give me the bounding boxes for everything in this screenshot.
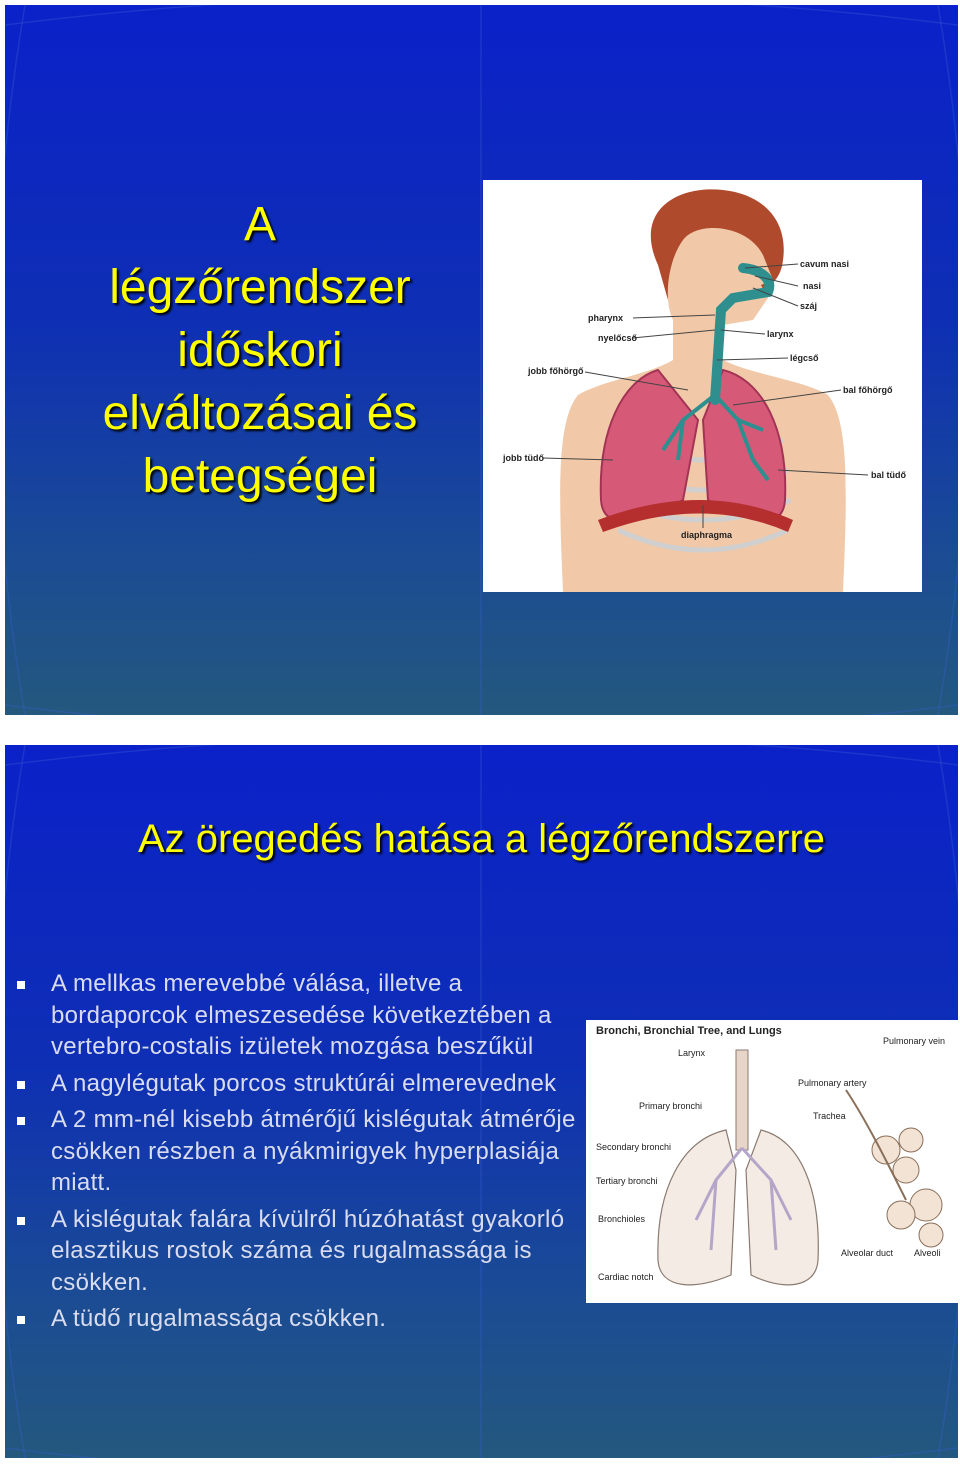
alveoli-cluster (872, 1128, 943, 1247)
respiratory-anatomy-figure (483, 180, 922, 592)
bronchial-tree-figure (586, 1020, 958, 1303)
label-bal-fohorgo: bal főhörgő (843, 385, 893, 395)
label-cavum-nasi: cavum nasi (800, 259, 850, 269)
title-line: betegségei (142, 450, 378, 503)
slide-1-title (65, 193, 455, 508)
bullet-text: A tüdő rugalmassága csökken. (51, 1305, 387, 1332)
label-bal-tudo: bal tüdő (871, 470, 906, 480)
label-secondary-bronchi: Secondary bronchi (596, 1142, 672, 1152)
bullet-square-icon (17, 981, 25, 989)
label-bronchioles: Bronchioles (598, 1214, 646, 1224)
title-line: időskori (177, 324, 343, 377)
bullet-square-icon (17, 1117, 25, 1125)
bullet-item (5, 1303, 585, 1335)
bullet-item (5, 968, 585, 1063)
label-alveoli: Alveoli (914, 1248, 941, 1258)
bullet-list (5, 968, 585, 1340)
label-pulmonary-artery: Pulmonary artery (798, 1078, 867, 1088)
bullet-text: A mellkas merevebbé válása, illetve a bordaporcok elmeszesedése következtében a vertebro-costalis izületek mozgása beszűkül (51, 970, 552, 1060)
bronchial-tree-illustration (586, 1020, 958, 1303)
right-lung-outline (658, 1130, 736, 1285)
bullet-text: A 2 mm-nél kisebb átmérőjű kislégutak átmérője csökken részben a nyákmirigyek hyperplasiája miatt. (51, 1106, 576, 1196)
title-line: A (243, 198, 276, 251)
slide-2 (5, 745, 958, 1458)
bullet-square-icon (17, 1081, 25, 1089)
bullet-item (5, 1068, 585, 1100)
figure-title: Bronchi, Bronchial Tree, and Lungs (596, 1025, 782, 1037)
slide-1 (5, 5, 958, 715)
label-nyelocso: nyelőcső (598, 333, 638, 343)
title-line: légzőrendszer (109, 261, 411, 314)
label-szaj: száj (800, 301, 818, 311)
label-trachea: Trachea (813, 1111, 846, 1121)
label-primary-bronchi: Primary bronchi (639, 1101, 703, 1111)
bullet-text: A kislégutak falára kívülről húzóhatást gyakorló elasztikus rostok száma és rugalmassága is csökken. (51, 1205, 565, 1296)
title-line: elváltozásai és (102, 387, 418, 440)
bullet-square-icon (17, 1217, 25, 1225)
bullet-item (5, 1204, 585, 1299)
label-legcso: légcső (790, 353, 819, 363)
left-lung-outline (746, 1130, 818, 1285)
bullet-square-icon (17, 1316, 25, 1324)
label-jobb-tudo: jobb tüdő (503, 453, 544, 463)
label-alveolar-duct: Alveolar duct (841, 1248, 894, 1258)
label-pharynx: pharynx (588, 313, 624, 323)
label-nasi: nasi (803, 281, 822, 291)
slide-2-title: Az öregedés hatása a légzőrendszerre (137, 817, 826, 861)
label-cardiac-notch: Cardiac notch (598, 1272, 654, 1282)
label-pulmonary-vein: Pulmonary vein (883, 1036, 946, 1046)
bullet-text: A nagylégutak porcos struktúrái elmerevednek (51, 1069, 557, 1097)
label-tertiary-bronchi: Tertiary bronchi (596, 1176, 658, 1186)
trachea-shape (736, 1050, 748, 1150)
label-larynx: larynx (767, 329, 794, 339)
bullet-item (5, 1104, 585, 1199)
label-diaphragma: diaphragma (681, 530, 733, 540)
label-jobb-fohorgo: jobb főhörgő (528, 366, 584, 376)
label-larynx: Larynx (678, 1048, 706, 1058)
respiratory-system-illustration (483, 180, 922, 592)
